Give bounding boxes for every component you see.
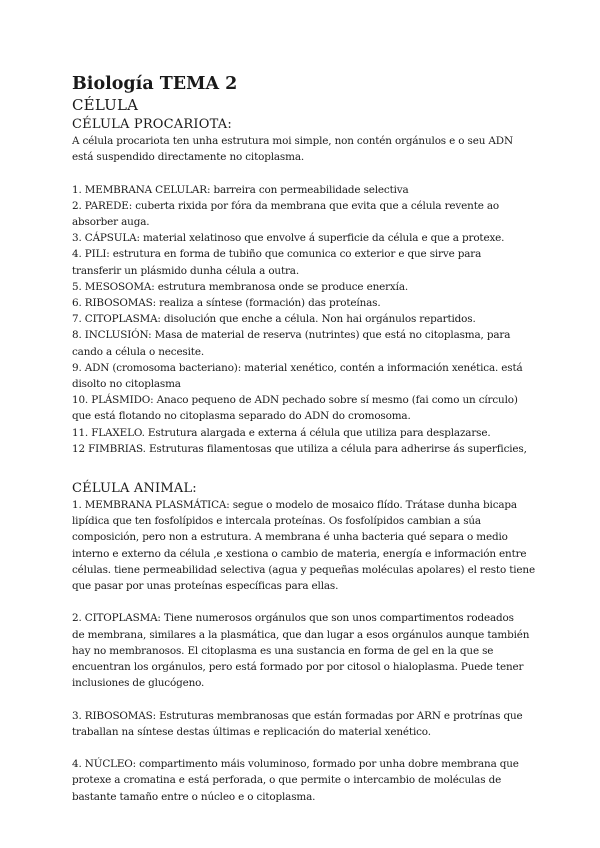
list-item-continuation: absorber auga. bbox=[72, 216, 150, 228]
list-item: 7. CITOPLASMA: disolución que enche a célula. Non hai orgánulos repartidos. bbox=[72, 313, 476, 326]
paragraph-line: composición, pero non a estrutura. A membrana é unha bacteria qué separa o medio bbox=[72, 531, 508, 544]
paragraph-line: lipídica que ten fosfolípidos e intercala proteínas. Os fosfolípidos cambian a súa bbox=[72, 515, 481, 528]
section-heading-prokaryote: CÉLULA PROCARIOTA: bbox=[72, 117, 232, 132]
animal-paragraph-nucleus bbox=[72, 756, 550, 805]
paragraph-line: inclusiones de glucógeno. bbox=[72, 677, 205, 690]
paragraph-line: traballan na síntese destas últimas e replicación do material xenético. bbox=[72, 725, 431, 738]
list-item: 3. CÁPSULA: material xelatinoso que envolve á superficie da célula e que a protexe. bbox=[72, 232, 505, 245]
document-title: Biología TEMA 2 bbox=[72, 74, 238, 94]
list-item-continuation: cando a célula o necesite. bbox=[72, 345, 204, 358]
list-item: 4. PILI: estrutura en forma de tubiño que comunica co exterior e que sirve para bbox=[72, 248, 482, 261]
paragraph-line: células. tiene permeabilidad selectiva (agua y pequeñas moléculas apolares) el resto tiene bbox=[72, 563, 535, 576]
animal-paragraph-cytoplasm bbox=[72, 610, 550, 691]
animal-paragraph-membrane bbox=[72, 497, 550, 594]
list-item-continuation: transferir un plásmido dunha célula a outra. bbox=[72, 264, 300, 277]
paragraph-line: interno e externo da célula ,e xestiona o cambio de materia, energía e información entre bbox=[72, 547, 527, 560]
list-item: 12 FIMBRIAS. Estruturas filamentosas que utiliza a célula para adherirse ás superficies, bbox=[72, 442, 527, 455]
list-item-continuation: que está flotando no citoplasma separado do ADN do cromosoma. bbox=[72, 410, 411, 423]
list-item: 2. PAREDE: cuberta rixida por fóra da membrana que evita que a célula revente ao bbox=[72, 199, 500, 212]
paragraph-line: protexe a cromatina e está perforada, o que permite o intercambio de moléculas de bbox=[72, 774, 502, 787]
prokaryote-list bbox=[72, 182, 550, 457]
intro-line: A célula procariota ten unha estrutura moi simple, non contén orgánulos e o seu ADN bbox=[72, 135, 513, 147]
paragraph-line: encuentran los orgánulos, pero está formado por por citosol o hialoplasma. Puede tener bbox=[72, 661, 524, 674]
list-item: 9. ADN (cromosoma bacteriano): material xenético, contén a información xenética. está bbox=[72, 361, 523, 374]
paragraph-line: hay no membranosos. El citoplasma es una sustancia en forma de gel en la que se bbox=[72, 644, 494, 657]
list-item: 11. FLAXELO. Estrutura alargada e externa á célula que utiliza para desplazarse. bbox=[72, 426, 491, 439]
paragraph-line: que pasar por unas proteínas específicas para ellas. bbox=[72, 580, 339, 593]
paragraph-line: 4. NÚCLEO: compartimento máis voluminoso, formado por unha dobre membrana que bbox=[72, 758, 519, 771]
section-heading-cell: CÉLULA bbox=[72, 96, 139, 114]
list-item: 1. MEMBRANA CELULAR: barreira con permeabilidade selectiva bbox=[72, 183, 409, 196]
list-item: 5. MESOSOMA: estrutura membranosa onde se produce enerxía. bbox=[72, 280, 409, 293]
list-item: 6. RIBOSOMAS: realiza a síntese (formación) das proteínas. bbox=[72, 297, 381, 310]
list-item: 10. PLÁSMIDO: Anaco pequeno de ADN pechado sobre sí mesmo (fai como un círculo) bbox=[72, 394, 518, 407]
paragraph-line: 3. RIBOSOMAS: Estruturas membranosas que están formadas por ARN e protrínas que bbox=[72, 709, 523, 722]
paragraph-line: 1. MEMBRANA PLASMÁTICA: segue o modelo de mosaico flído. Trátase dunha bicapa bbox=[72, 499, 517, 512]
paragraph-line: bastante tamaño entre o núcleo e o citoplasma. bbox=[72, 790, 316, 803]
list-item-continuation: disolto no citoplasma bbox=[72, 378, 181, 391]
intro-line: está suspendido directamente no citoplasma. bbox=[72, 151, 305, 164]
paragraph-line: de membrana, similares a la plasmática, que dan lugar a esos orgánulos aunque también bbox=[72, 628, 530, 641]
prokaryote-intro bbox=[72, 133, 550, 165]
section-heading-animal: CÉLULA ANIMAL: bbox=[72, 481, 197, 497]
animal-paragraph-ribosomes bbox=[72, 708, 550, 740]
list-item: 8. INCLUSIÓN: Masa de material de reserva (nutrintes) que está no citoplasma, para bbox=[72, 329, 511, 342]
paragraph-line: 2. CITOPLASMA: Tiene numerosos orgánulos que son unos compartimentos rodeados bbox=[72, 612, 514, 625]
